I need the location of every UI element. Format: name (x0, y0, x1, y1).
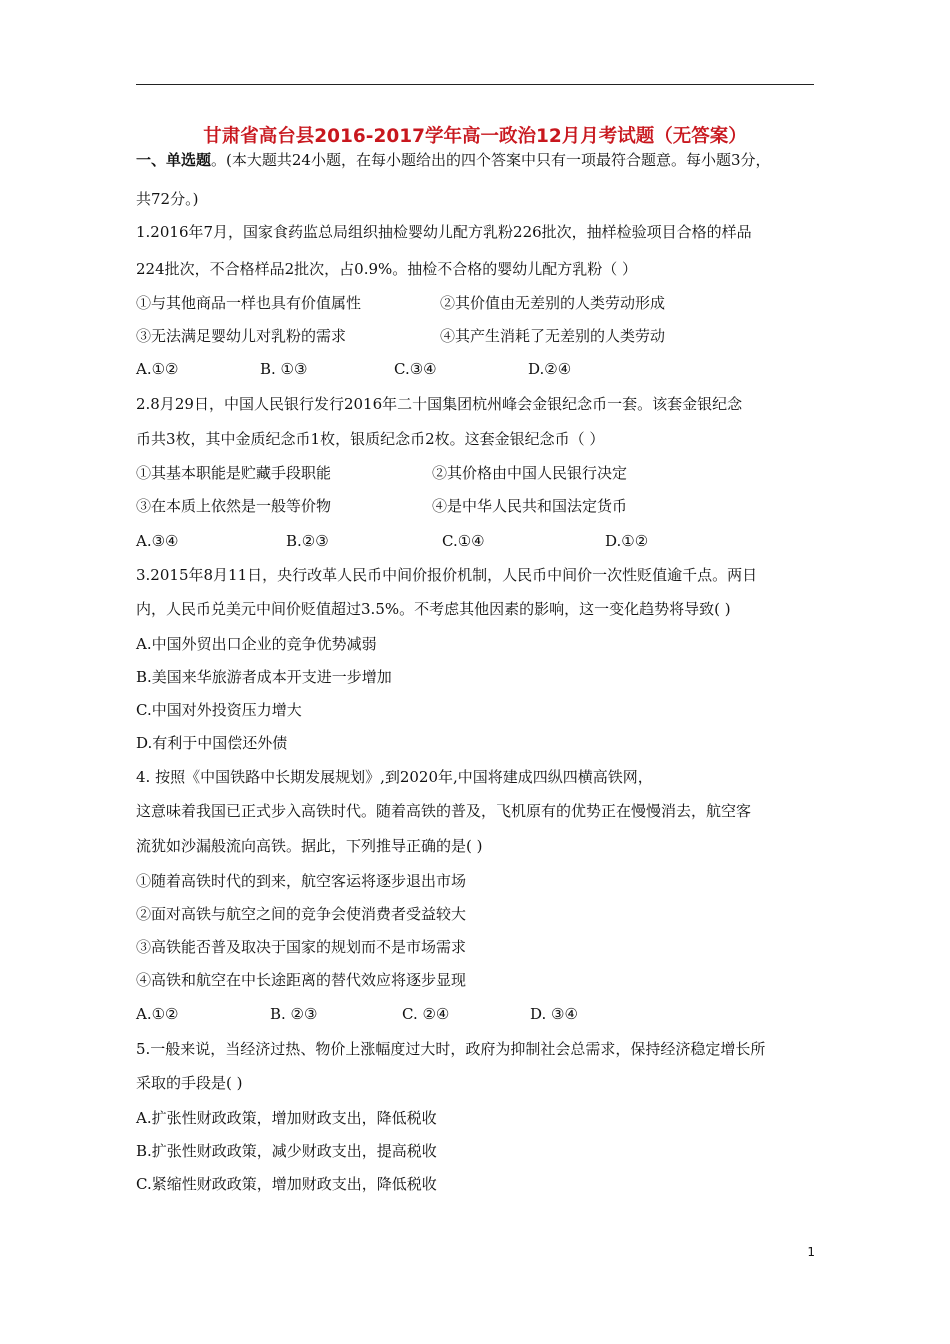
q2-stem-line: 2.8月29日，中国人民银行发行2016年二十国集团杭州峰会金银纪念币一套。该套金银纪念 (136, 395, 743, 413)
q1-item: ④其产生消耗了无差别的人类劳动 (440, 327, 666, 345)
q3-option-d: D.有利于中国偿还外债 (136, 734, 288, 752)
q3-option-c: C.中国对外投资压力增大 (136, 701, 302, 719)
q4-item: ①随着高铁时代的到来，航空客运将逐步退出市场 (136, 872, 467, 890)
q3-stem-line: 内，人民币兑美元中间价贬值超过3.5%。不考虑其他因素的影响，这一变化趋势将导致( ) (136, 600, 731, 618)
q1-item: ①与其他商品一样也具有价值属性 (136, 294, 362, 312)
q4-stem-line: 4. 按照《中国铁路中长期发展规划》,到2020年,中国将建成四纵四横高铁网， (136, 768, 653, 786)
q4-stem-line: 这意味着我国已正式步入高铁时代。随着高铁的普及，飞机原有的优势正在慢慢消去，航空客 (136, 802, 752, 820)
page-number: 1 (807, 1245, 815, 1259)
q2-stem-line: 币共3枚，其中金质纪念币1枚，银质纪念币2枚。这套金银纪念币（ ） (136, 430, 605, 448)
q2-option-b: B.②③ (286, 532, 329, 550)
q2-option-c: C.①④ (442, 532, 485, 550)
section-intro-cont: 共72分。) (136, 190, 199, 208)
q1-stem-line: 1.2016年7月，国家食药监总局组织抽检婴幼儿配方乳粉226批次，抽样检验项目合格的样品 (136, 223, 752, 241)
q2-item: ③在本质上依然是一般等价物 (136, 497, 332, 515)
q4-item: ③高铁能否普及取决于国家的规划而不是市场需求 (136, 938, 467, 956)
q5-stem-line: 5.一般来说，当经济过热、物价上涨幅度过大时，政府为抑制社会总需求，保持经济稳定增长所 (136, 1040, 766, 1058)
q1-option-c: C.③④ (394, 360, 437, 378)
q3-option-b: B.美国来华旅游者成本开支进一步增加 (136, 668, 392, 686)
q1-option-d: D.②④ (528, 360, 572, 378)
section-intro (136, 150, 771, 170)
q1-option-b: B. ①③ (260, 360, 308, 378)
q4-option-a: A.①② (136, 1005, 179, 1023)
q4-option-d: D. ③④ (530, 1005, 578, 1023)
q5-stem-line: 采取的手段是( ) (136, 1074, 243, 1092)
q5-option-c: C.紧缩性财政政策，增加财政支出，降低税收 (136, 1175, 437, 1193)
section-heading: 一、单选题 (136, 151, 212, 169)
q4-item: ②面对高铁与航空之间的竞争会使消费者受益较大 (136, 905, 467, 923)
q4-item: ④高铁和航空在中长途距离的替代效应将逐步显现 (136, 971, 467, 989)
q3-option-a: A.中国外贸出口企业的竞争优势减弱 (136, 635, 377, 653)
page-title: 甘肃省高台县2016-2017学年高一政治12月月考试题（无答案） (203, 126, 747, 147)
header-rule (136, 84, 814, 85)
section-intro-text: 。(本大题共24小题，在每小题给出的四个答案中只有一项最符合题意。每小题3分， (211, 151, 771, 169)
q1-option-a: A.①② (136, 360, 179, 378)
q4-option-c: C. ②④ (402, 1005, 450, 1023)
q2-option-a: A.③④ (136, 532, 179, 550)
q2-item: ②其价格由中国人民银行决定 (432, 464, 628, 482)
q1-item: ③无法满足婴幼儿对乳粉的需求 (136, 327, 347, 345)
q1-item: ②其价值由无差别的人类劳动形成 (440, 294, 666, 312)
q3-stem-line: 3.2015年8月11日，央行改革人民币中间价报价机制，人民币中间价一次性贬值逾千点。两日 (136, 566, 758, 584)
q2-item: ①其基本职能是贮藏手段职能 (136, 464, 332, 482)
q1-stem-line: 224批次，不合格样品2批次，占0.9%。抽检不合格的婴幼儿配方乳粉（ ） (136, 260, 638, 278)
q4-stem-line: 流犹如沙漏般流向高铁。据此，下列推导正确的是( ) (136, 837, 483, 855)
q2-option-d: D.①② (605, 532, 649, 550)
q5-option-b: B.扩张性财政政策，减少财政支出，提高税收 (136, 1142, 437, 1160)
q5-option-a: A.扩张性财政政策，增加财政支出，降低税收 (136, 1109, 437, 1127)
q4-option-b: B. ②③ (270, 1005, 318, 1023)
q2-item: ④是中华人民共和国法定货币 (432, 497, 628, 515)
